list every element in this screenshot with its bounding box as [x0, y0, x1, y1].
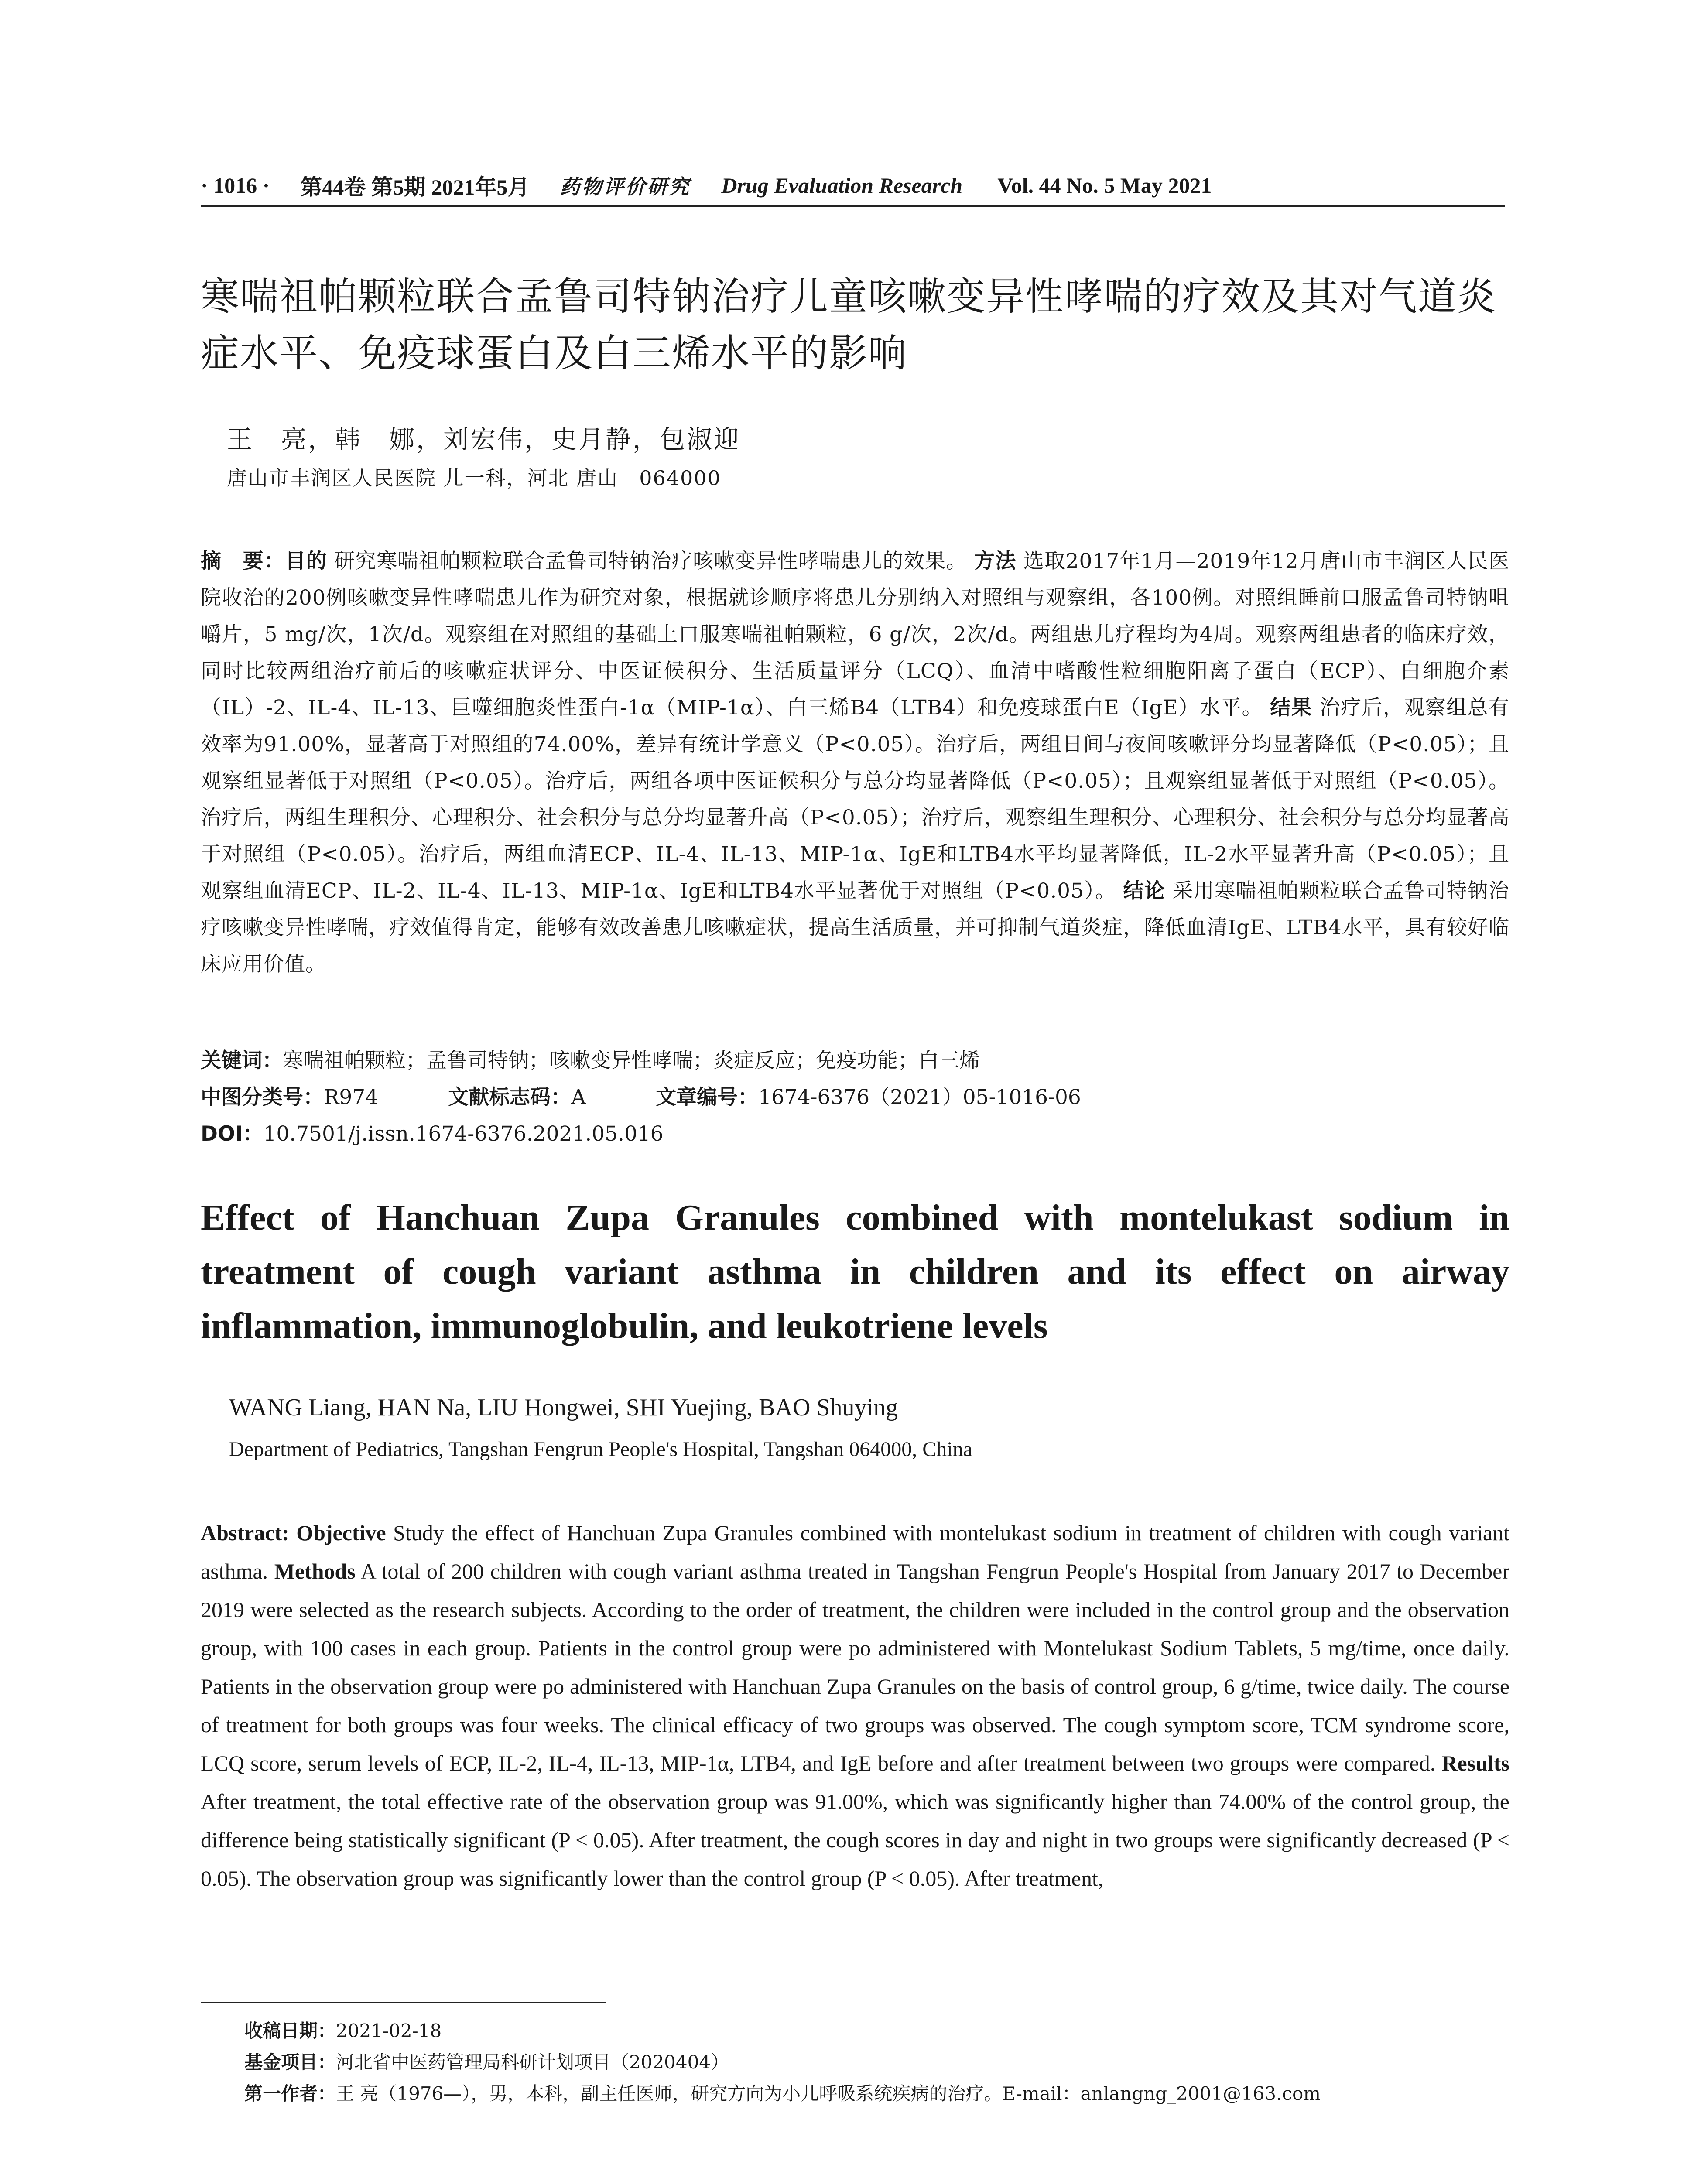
results-en-label: Results [1441, 1751, 1510, 1775]
running-header [201, 168, 1505, 207]
results-cn: 治疗后，观察组总有效率为91.00%，显著高于对照组的74.00%，差异有统计学意义（P<0.05）。治疗后，两组日间与夜间咳嗽评分均显著降低（P<0.05）；且观察组显著低于对照组（P<0.05）。治疗后，两组各项中医证候积分与总分均显著降低（P<0.05）；且观察组显著低于对照组（P<0.05）。治疗后，两组生理积分、心理积分、社会积分与总分均显著升高（P<0.05）；治疗后，观察组生理积分、心理积分、社会积分与总分均显著高于对照组（P<0.05）。治疗后，两组血清ECP、IL-4、IL-13、MIP-1α、IgE和LTB4水平均显著降低，IL-2水平显著升高（P<0.05）；且观察组血清ECP、IL-2、IL-4、IL-13、MIP-1α、IgE和LTB4水平显著优于对照组（P<0.05）。 [201, 696, 1509, 903]
methods-en: A total of 200 children with cough variant asthma treated in Tangshan Fengrun People's Hospital from January 2017 to December 2019 were selected as the research subjects. According to the order of treatment, the children were included in the control group and the observation group, with 100 cases in each group. Patients in the control group were po administered with Montelukast Sodium Tablets, 5 mg/time, once daily. Patients in the observation group were po administered with Hanchuan Zupa Granules on the basis of control group, 6 g/time, twice daily. The course of treatment for both groups was four weeks. The clinical efficacy of two groups was observed. The cough symptom score, TCM syndrome score, LCQ score, serum levels of ECP, IL-2, IL-4, IL-13, MIP-1α, LTB4, and IgE before and after treatment between two groups were compared. [201, 1559, 1509, 1775]
keywords-label: 关键词： [201, 1049, 283, 1073]
conclusion-cn: 采用寒喘祖帕颗粒联合孟鲁司特钠治疗咳嗽变异性哮喘，疗效值得肯定，能够有效改善患儿咳嗽症状，提高生活质量，并可抑制气道炎症，降低血清IgE、LTB4水平，具有较好临床应用价值。 [201, 879, 1510, 976]
doc-code: A [571, 1085, 586, 1109]
objective-en-label: Objective [296, 1521, 386, 1545]
issue-en: Vol. 44 No. 5 May 2021 [997, 173, 1212, 198]
results-en: After treatment, the total effective rate of the observation group was 91.00%, which was significantly higher than 74.00% of the control group, the difference being statistically significant (P < 0.05). After treatment, the cough scores in day and night in two groups were significantly decreased (P < 0.05). The observation group was significantly lower than the control group (P < 0.05). After treatment, [201, 1789, 1509, 1890]
title-en: Effect of Hanchuan Zupa Granules combined with montelukast sodium in treatment of cough variant asthma in children and its effect on airway inflammation, immunoglobulin, and leukotriene levels [201, 1197, 1509, 1346]
authors-en: WANG Liang, HAN Na, LIU Hongwei, SHI Yuejing, BAO Shuying [229, 1394, 898, 1421]
keywords-row [201, 1043, 1509, 1079]
clc-label: 中图分类号： [201, 1085, 324, 1109]
doi: 10.7501/j.issn.1674-6376.2021.05.016 [263, 1122, 664, 1146]
keywords: 寒喘祖帕颗粒；孟鲁司特钠；咳嗽变异性哮喘；炎症反应；免疫功能；白三烯 [283, 1049, 980, 1073]
first-author: 第一作者：王 亮（1976—），男，本科，副主任医师，研究方向为小儿呼吸系统疾病的治疗。E-mail：anlangng_2001@163.com [244, 2083, 1321, 2104]
clc-code: R974 [324, 1085, 379, 1109]
footnotes [244, 2015, 1509, 2109]
page-number: · 1016 · [201, 173, 270, 198]
abstract-en-label: Abstract: [201, 1521, 289, 1545]
abstract-cn [201, 543, 1509, 983]
methods-cn: 选取2017年1月—2019年12月唐山市丰润区人民医院收治的200例咳嗽变异性哮喘患儿作为研究对象，根据就诊顺序将患儿分别纳入对照组与观察组，各100例。对照组睡前口服孟鲁司特钠咀嚼片，5 mg/次，1次/d。观察组在对照组的基础上口服寒喘祖帕颗粒，6 g/次，2次/d。两组患儿疗程均为4周。观察两组患者的临床疗效，同时比较两组治疗前后的咳嗽症状评分、中医证候积分、生活质量评分（LCQ）、血清中嗜酸性粒细胞阳离子蛋白（ECP）、白细胞介素（IL）-2、IL-4、IL-13、巨噬细胞炎性蛋白-1α（MIP-1α）、白三烯B4（LTB4）和免疫球蛋白E（IgE）水平。 [201, 549, 1510, 720]
received-date: 收稿日期：2021-02-18 [244, 2020, 442, 2041]
conclusion-cn-label: 结论 [1123, 879, 1166, 903]
article-no: 1674-6376（2021）05-1016-06 [758, 1085, 1081, 1109]
results-cn-label: 结果 [1270, 696, 1313, 720]
objective-cn: 研究寒喘祖帕颗粒联合孟鲁司特钠治疗咳嗽变异性哮喘患儿的效果。 [334, 549, 967, 573]
objective-en: Study the effect of Hanchuan Zupa Granules combined with montelukast sodium in treatment of children with cough variant asthma. [201, 1521, 1510, 1583]
footnote-divider [201, 2002, 606, 2003]
abstract-cn-label: 摘 要： [201, 549, 285, 573]
journal-name-cn: 药物评价研究 [560, 175, 691, 198]
affiliation-cn: 唐山市丰润区人民医院 儿一科，河北 唐山 064000 [227, 466, 721, 490]
objective-cn-label: 目的 [285, 549, 328, 573]
methods-en-label: Methods [274, 1559, 356, 1583]
authors-cn: 王 亮，韩 娜，刘宏伟，史月静，包淑迎 [227, 424, 741, 454]
article-no-label: 文章编号： [656, 1085, 759, 1109]
title-cn: 寒喘祖帕颗粒联合孟鲁司特钠治疗儿童咳嗽变异性哮喘的疗效及其对气道炎症水平、免疫球蛋白及白三烯水平的影响 [201, 274, 1497, 376]
fund-project: 基金项目：河北省中医药管理局科研计划项目（2020404） [244, 2051, 729, 2073]
classification-row [201, 1079, 1509, 1116]
abstract-en [201, 1514, 1509, 1897]
doc-code-label: 文献标志码： [448, 1085, 572, 1109]
affiliation-en: Department of Pediatrics, Tangshan Fengrun People's Hospital, Tangshan 064000, China [229, 1438, 972, 1461]
doi-label: DOI： [201, 1122, 264, 1146]
methods-cn-label: 方法 [974, 549, 1017, 573]
doi-row [201, 1116, 1509, 1152]
journal-name-en: Drug Evaluation Research [721, 173, 963, 198]
issue-cn: 第44卷 第5期 2021年5月 [300, 175, 530, 199]
